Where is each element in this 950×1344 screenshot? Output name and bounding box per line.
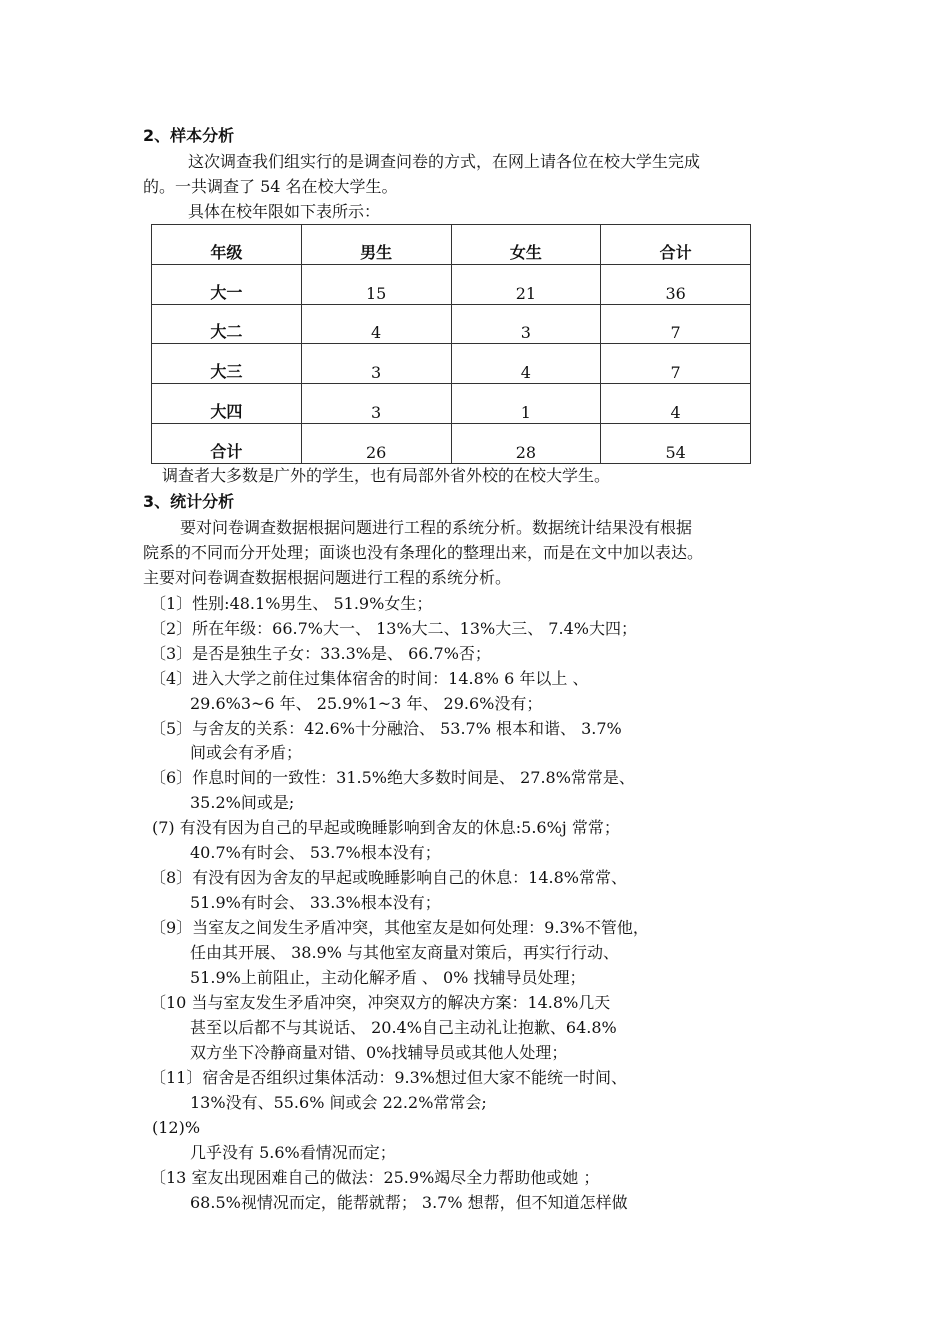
cell-total: 7: [601, 344, 751, 384]
stat-item-continuation: 51.9%有时会、 33.3%根本没有；: [190, 893, 441, 912]
section-2-paragraph-line-1: 这次调查我们组实行的是调查问卷的方式，在网上请各位在校大学生完成: [188, 152, 701, 171]
stat-item: 〔5〕与舍友的关系：42.6%十分融洽、 53.7% 根本和谐、 3.7%: [150, 719, 622, 738]
header-total: 合计: [601, 225, 751, 265]
cell-male: 15: [301, 264, 451, 304]
table-header-row: [152, 225, 751, 265]
stat-item: 〔10 当与室友发生矛盾冲突，冲突双方的解决方案：14.8%几天: [150, 993, 611, 1012]
stat-item: 〔2〕所在年级：66.7%大一、 13%大二、13%大三、 7.4%大四；: [150, 619, 637, 638]
cell-total: 7: [601, 304, 751, 344]
section-2-paragraph-line-2: 的。一共调查了 54 名在校大学生。: [143, 177, 398, 196]
table-row: [152, 264, 751, 304]
section-3-intro-line-3: 主要对问卷调查数据根据问题进行工程的系统分析。: [143, 568, 512, 587]
cell-total: 54: [601, 424, 751, 464]
cell-female: 28: [451, 424, 601, 464]
stat-item-continuation: 间或会有矛盾；: [190, 743, 303, 762]
cell-male: 4: [301, 304, 451, 344]
stat-item: 〔13 室友出现困难自己的做法：25.9%竭尽全力帮助他或她 ；: [150, 1168, 600, 1187]
cell-male: 3: [301, 344, 451, 384]
stat-item-continuation: 甚至以后都不与其说话、 20.4%自己主动礼让抱歉、64.8%: [190, 1018, 617, 1037]
cell-male: 3: [301, 384, 451, 424]
section-3-intro-line-2: 院系的不同而分开处理；面谈也没有条理化的整理出来，而是在文中加以表达。: [143, 543, 704, 562]
cell-male: 26: [301, 424, 451, 464]
stat-item: 〔11〕宿舍是否组织过集体活动：9.3%想过但大家不能统一时间、: [150, 1068, 628, 1087]
stat-item-continuation: 13%没有、55.6% 间或会 22.2%常常会;: [190, 1093, 487, 1112]
row-label: 大四: [152, 384, 302, 424]
stat-item-continuation: 几乎没有 5.6%看情况而定；: [190, 1143, 396, 1162]
cell-total: 4: [601, 384, 751, 424]
stat-item: (7) 有没有因为自己的早起或晚睡影响到舍友的休息:5.6%j 常常；: [152, 818, 620, 837]
row-label: 大一: [152, 264, 302, 304]
cell-female: 3: [451, 304, 601, 344]
grade-distribution-table: [151, 224, 751, 464]
stat-item-continuation: 双方坐下冷静商量对错、0%找辅导员或其他人处理；: [190, 1043, 568, 1062]
stat-item-continuation: 任由其开展、 38.9% 与其他室友商量对策后，再实行行动、: [190, 943, 620, 962]
stat-item: 〔3〕是否是独生子女：33.3%是、 66.7%否；: [150, 644, 491, 663]
table-row: [152, 344, 751, 384]
table-row: [152, 424, 751, 464]
section-3-heading: 3、统计分析: [143, 492, 235, 511]
header-grade: 年级: [152, 225, 302, 265]
stat-item-continuation: 35.2%间或是;: [190, 793, 295, 812]
cell-female: 1: [451, 384, 601, 424]
table-intro-text: 具体在校年限如下表所示：: [188, 202, 381, 221]
row-label: 大三: [152, 344, 302, 384]
stat-item-continuation: 51.9%上前阻止，主动化解矛盾 、 0% 找辅导员处理；: [190, 968, 586, 987]
stat-item: 〔1〕性别:48.1%男生、 51.9%女生；: [150, 594, 433, 613]
stat-item: 〔6〕作息时间的一致性：31.5%绝大多数时间是、 27.8%常常是、: [150, 768, 635, 787]
stat-item: 〔4〕进入大学之前住过集体宿舍的时间：14.8% 6 年以上 、: [150, 669, 589, 688]
stat-item-continuation: 29.6%3~6 年、 25.9%1~3 年、 29.6%没有；: [190, 694, 543, 713]
stat-item-continuation: 68.5%视情况而定，能帮就帮； 3.7% 想帮，但不知道怎样做: [190, 1193, 628, 1212]
section-2-heading: 2、样本分析: [143, 126, 235, 145]
stat-item: 〔9〕当室友之间发生矛盾冲突，其他室友是如何处理：9.3%不管他，: [150, 918, 649, 937]
row-label: 合计: [152, 424, 302, 464]
table-row: [152, 384, 751, 424]
cell-total: 36: [601, 264, 751, 304]
table-note: 调查者大多数是广外的学生，也有局部外省外校的在校大学生。: [162, 466, 611, 485]
table-row: [152, 304, 751, 344]
stat-item-continuation: 40.7%有时会、 53.7%根本没有；: [190, 843, 441, 862]
section-3-intro-line-1: 要对问卷调查数据根据问题进行工程的系统分析。数据统计结果没有根据: [180, 518, 693, 537]
stat-item: (12)%: [152, 1118, 201, 1137]
cell-female: 4: [451, 344, 601, 384]
header-female: 女生: [451, 225, 601, 265]
row-label: 大二: [152, 304, 302, 344]
cell-female: 21: [451, 264, 601, 304]
header-male: 男生: [301, 225, 451, 265]
stat-item: 〔8〕有没有因为舍友的早起或晚睡影响自己的休息：14.8%常常、: [150, 868, 628, 887]
